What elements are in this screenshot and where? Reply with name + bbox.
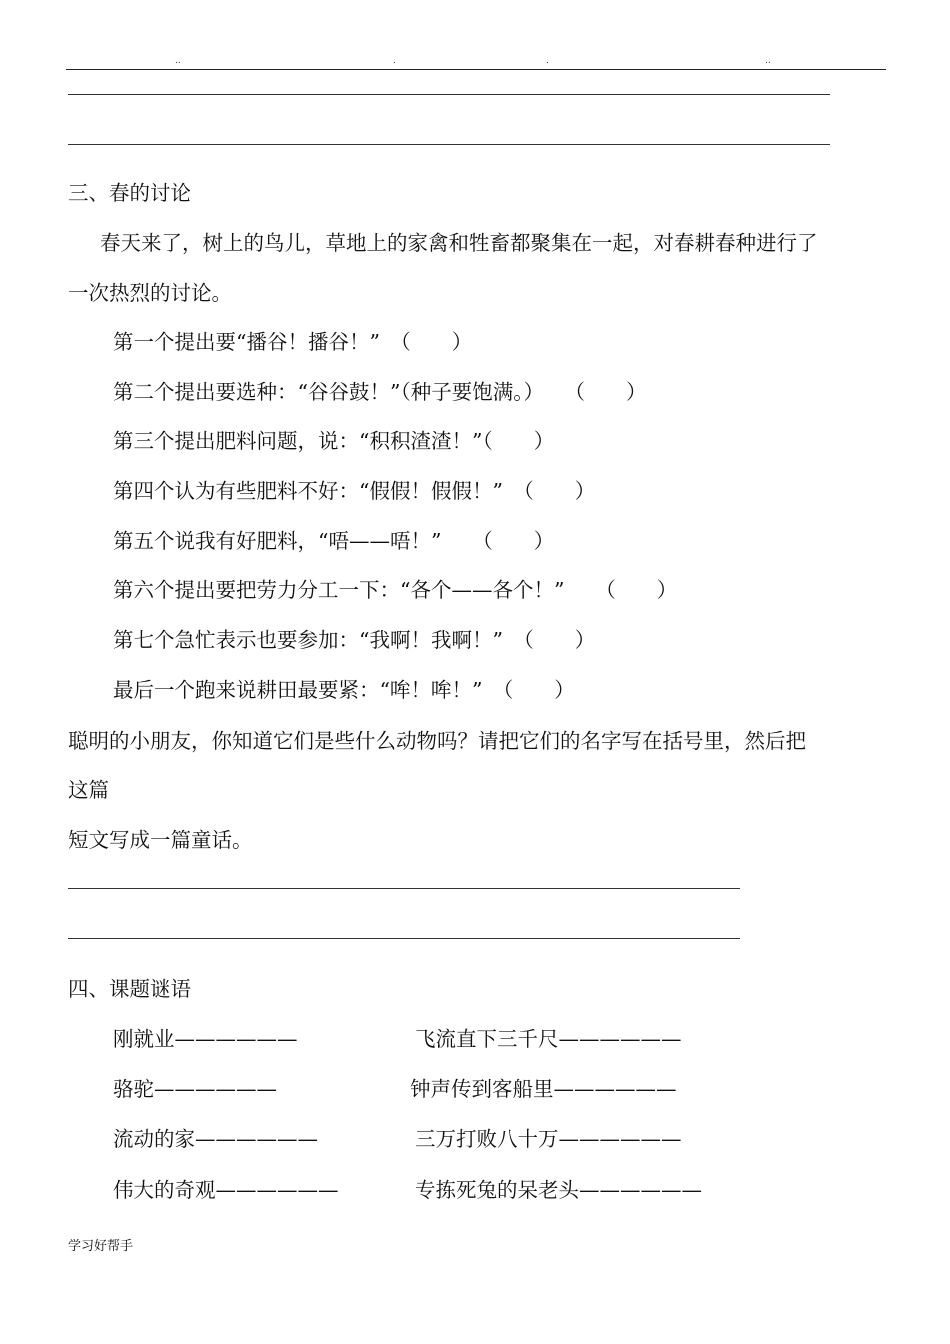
- intro-text: 春天来了，树上的鸟儿，草地上的家禽和牲畜都聚集在一起，对春耕春种进行了: [100, 231, 818, 255]
- answer-line[interactable]: [68, 94, 830, 95]
- section-title: 三、春的讨论: [68, 181, 191, 205]
- question-item: 第二个提出要选种：“谷谷鼓！”（种子要饱满。） （ ）: [113, 380, 647, 404]
- riddle-item: 三万打败八十万——————: [415, 1127, 682, 1151]
- question-item: 最后一个跑来说耕田最要紧：“哞！哞！” （ ）: [113, 678, 575, 702]
- instruction-text: 聪明的小朋友，你知道它们是些什么动物吗？请把它们的名字写在括号里，然后把: [68, 729, 806, 753]
- riddle-item: 飞流直下三千尺——————: [415, 1027, 682, 1051]
- riddle-item: 刚就业——————: [113, 1027, 298, 1051]
- answer-line[interactable]: [68, 938, 740, 939]
- header-rule: [66, 69, 886, 70]
- riddle-item: 专拣死兔的呆老头——————: [415, 1178, 702, 1202]
- riddle-item: 流动的家——————: [113, 1127, 318, 1151]
- question-item: 第六个提出要把劳力分工一下：“各个——各个！” （ ）: [113, 578, 678, 602]
- riddle-item: 钟声传到客船里——————: [410, 1077, 677, 1101]
- question-item: 第三个提出肥料问题，说：“积积渣渣！”（ ）: [113, 429, 555, 453]
- question-item: 第一个提出要“播谷！播谷！” （ ）: [113, 330, 473, 354]
- question-item: 第五个说我有好肥料，“唔——唔！” （ ）: [113, 529, 555, 553]
- intro-text: 一次热烈的讨论。: [68, 281, 232, 305]
- riddle-item: 伟大的奇观——————: [113, 1178, 339, 1202]
- instruction-text: 短文写成一篇童话。: [68, 828, 253, 852]
- instruction-text: 这篇: [68, 778, 109, 802]
- answer-line[interactable]: [68, 144, 830, 145]
- answer-line[interactable]: [68, 888, 740, 889]
- header-mark: ..: [175, 56, 181, 66]
- question-item: 第四个认为有些肥料不好：“假假！假假！” （ ）: [113, 479, 596, 503]
- page-footer: 学习好帮手: [68, 1239, 134, 1254]
- header-mark: ..: [765, 56, 771, 66]
- header-mark: .: [393, 56, 396, 66]
- riddle-item: 骆驼——————: [113, 1077, 277, 1101]
- question-item: 第七个急忙表示也要参加：“我啊！我啊！” （ ）: [113, 628, 596, 652]
- section-title: 四、课题谜语: [68, 977, 191, 1001]
- header-mark: .: [546, 56, 549, 66]
